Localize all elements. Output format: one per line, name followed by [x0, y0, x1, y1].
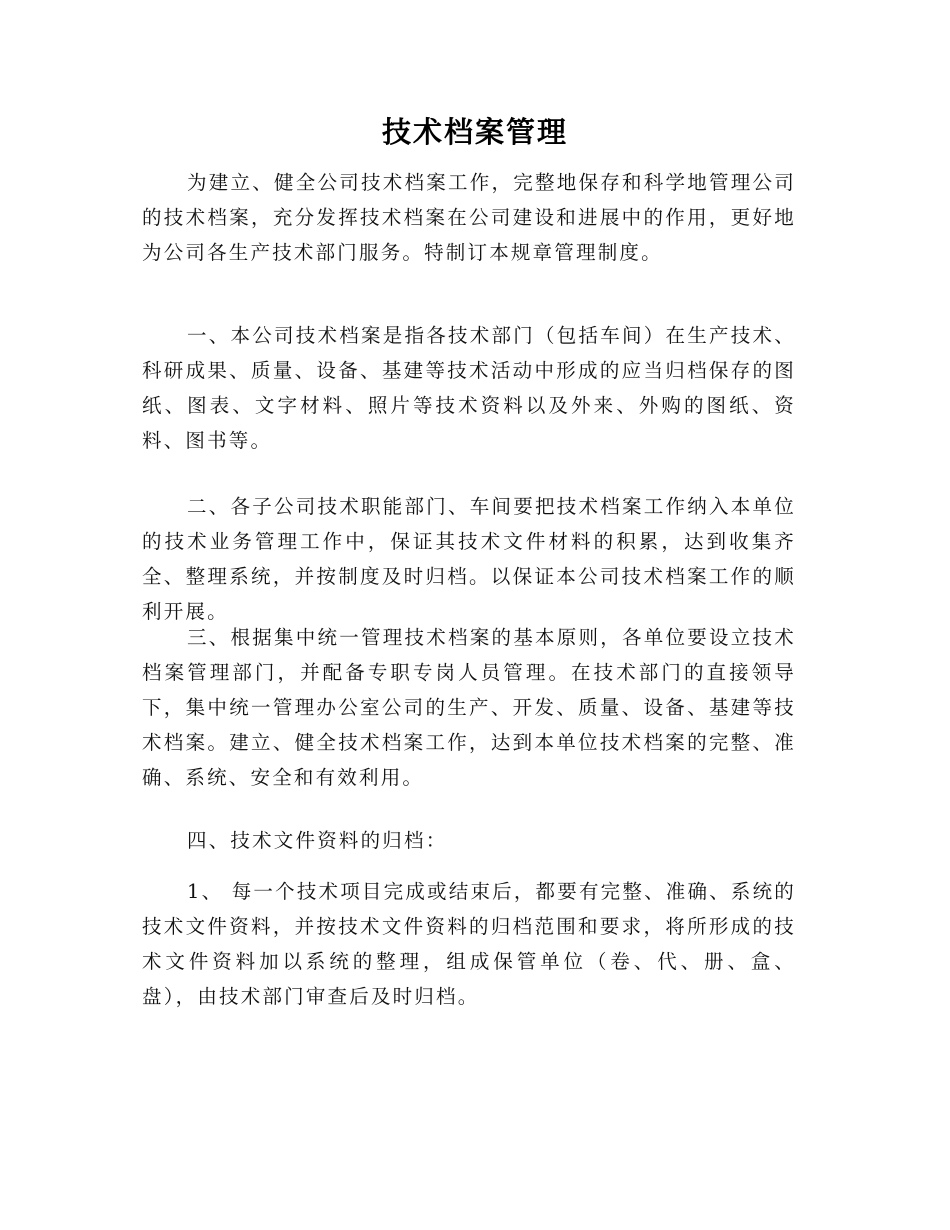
paragraph-section-1: 一、本公司技术档案是指各技术部门（包括车间）在生产技术、科研成果、质量、设备、基建等技术活动中形成的应当归档保存的图纸、图表、文字材料、照片等技术资料以及外来、外购的图纸、资料、图书等。: [142, 324, 796, 452]
paragraph-intro: 为建立、健全公司技术档案工作，完整地保存和科学地管理公司的技术档案，充分发挥技术档案在公司建设和进展中的作用，更好地为公司各生产技术部门服务。特制订本规章管理制度。: [142, 171, 796, 264]
paragraph-section-3: 三、根据集中统一管理技术档案的基本原则，各单位要设立技术档案管理部门，并配备专职专岗人员管理。在技术部门的直接领导下，集中统一管理办公室公司的生产、开发、质量、设备、基建等技术档案。建立、健全技术档案工作，达到本单位技术档案的完整、准确、系统、安全和有效利用。: [142, 626, 796, 789]
document-title: 技术档案管理: [381, 115, 568, 149]
paragraph-section-4-heading: 四、技术文件资料的归档：: [187, 829, 448, 852]
paragraph-section-4-item-1: 1、 每一个技术项目完成或结束后，都要有完整、准确、系统的技术文件资料，并按技术文件资料的归档范围和要求，将所形成的技术文件资料加以系统的整理，组成保管单位（卷、代、册、盒、盘），由技术部门审查后及时归档。: [142, 880, 796, 1008]
paragraph-section-2: 二、各子公司技术职能部门、车间要把技术档案工作纳入本单位的技术业务管理工作中，保证其技术文件材料的积累，达到收集齐全、整理系统，并按制度及时归档。以保证本公司技术档案工作的顺利开展。: [142, 495, 796, 623]
